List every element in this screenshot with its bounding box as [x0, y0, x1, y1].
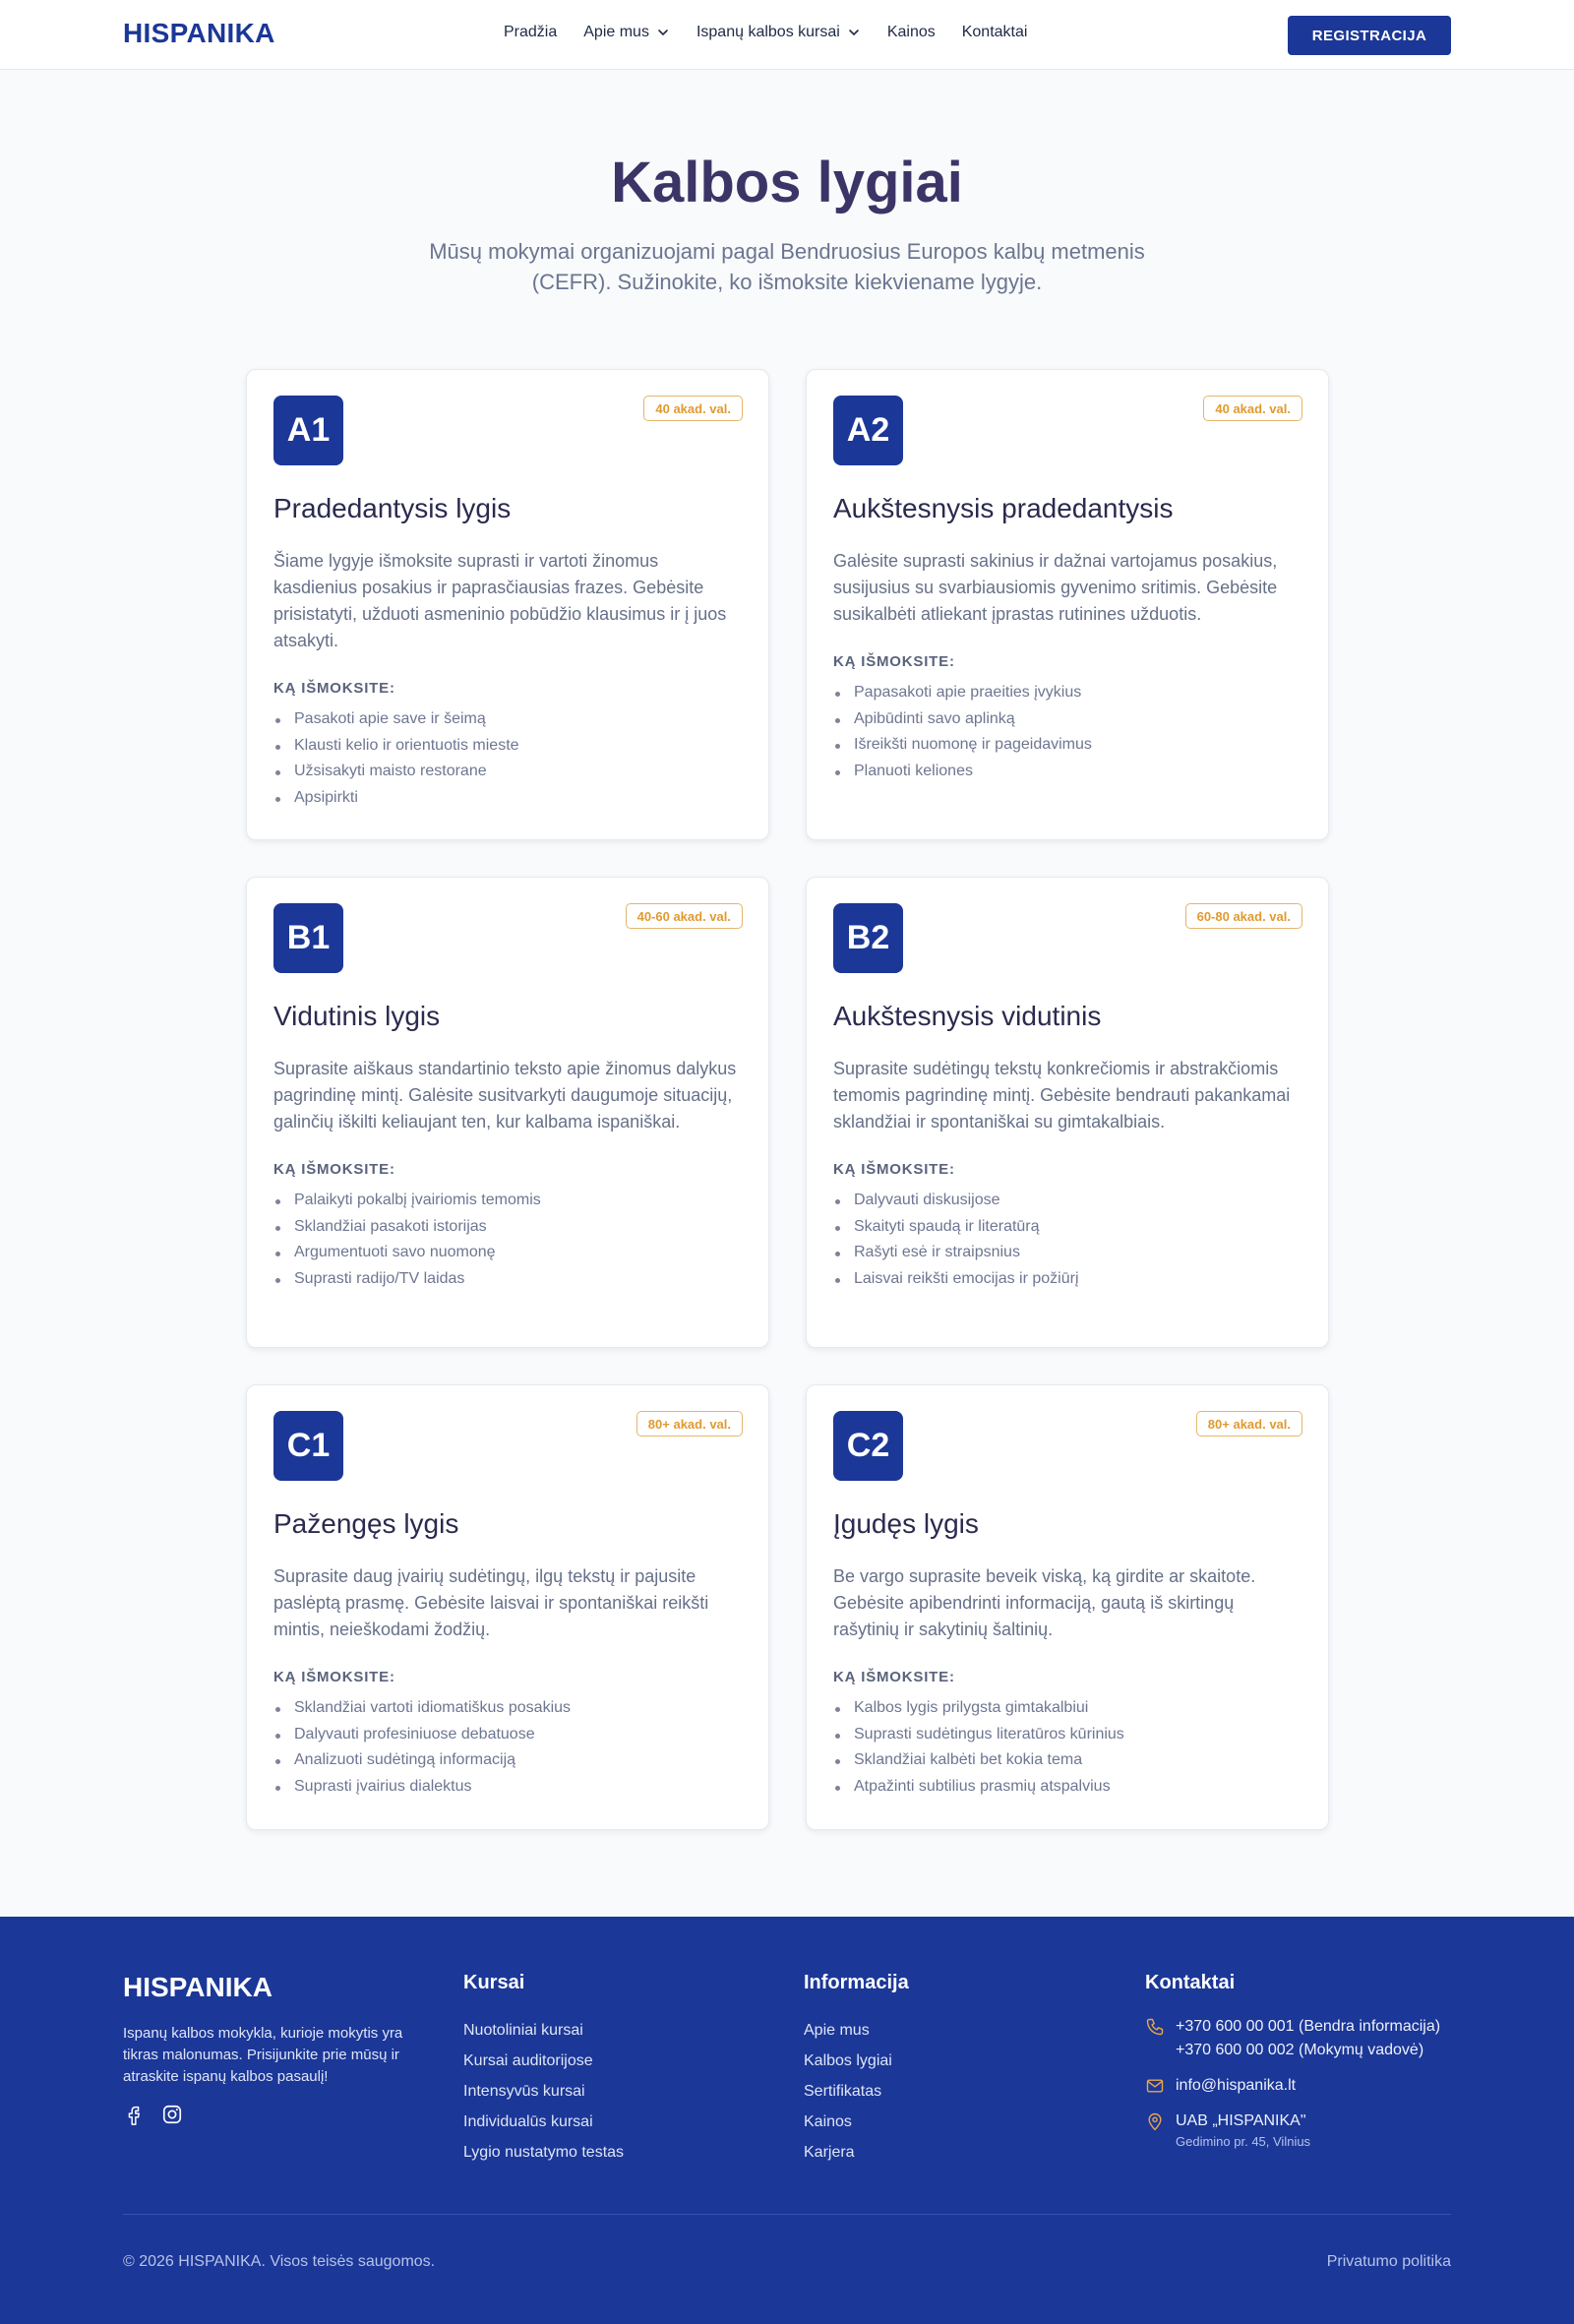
footer-logo[interactable]: HISPANIKA — [123, 1972, 272, 2002]
level-card-b1 — [246, 877, 769, 1348]
level-title: Aukštesnysis vidutinis — [833, 1001, 1102, 1031]
hours-tag: 60-80 akad. val. — [1185, 903, 1302, 929]
nav-item-home[interactable] — [504, 24, 557, 41]
level-description: Suprasite aiškaus standartinio teksto apie žinomus dalykus pagrindinę mintį. Galėsite susitvarkyti daugumoje situacijų, galinčių iškilti keliaujant ten, kur kalbama ispaniškai. — [273, 1059, 737, 1131]
learn-heading: KĄ IŠMOKSITE: — [833, 1161, 955, 1178]
level-description: Suprasite daug įvairių sudėtingų, ilgų tekstų ir pajusite paslėptą prasmę. Gebėsite laisvai ir spontaniškai reikšti mintis, neieškodami žodžių. — [273, 1566, 709, 1639]
list-item: Argumentuoti savo nuomonę — [273, 1240, 742, 1266]
register-button[interactable]: REGISTRACIJA — [1288, 16, 1451, 55]
list-item: Sklandžiai vartoti idiomatiškus posakius — [273, 1695, 742, 1722]
footer-about: Ispanų kalbos mokykla, kurioje mokytis yra tikras malonumas. Prisijunkite prie mūsų ir atraskite ispanų kalbos pasaulį! — [123, 2025, 403, 2085]
chevron-down-icon — [656, 26, 670, 39]
nav-item-about[interactable] — [583, 24, 670, 41]
learn-heading: KĄ IŠMOKSITE: — [833, 1669, 955, 1685]
list-item: Sklandžiai kalbėti bet kokia tema — [833, 1747, 1302, 1774]
list-item: Pasakoti apie save ir šeimą — [273, 706, 742, 733]
site-logo[interactable]: HISPANIKA — [123, 18, 275, 48]
list-item: Suprasti radijo/TV laidas — [273, 1266, 742, 1293]
learn-list — [273, 1188, 742, 1292]
nav-label: Kontaktai — [961, 24, 1028, 40]
footer-link[interactable]: Apie mus — [804, 2022, 870, 2039]
nav-label: Pradžia — [504, 24, 558, 40]
level-badge: A2 — [833, 396, 903, 465]
list-item: Suprasti įvairius dialektus — [273, 1774, 742, 1801]
social-links — [123, 2104, 183, 2125]
level-title: Pradedantysis lygis — [273, 493, 512, 523]
footer-link[interactable]: Lygio nustatymo testas — [463, 2144, 625, 2161]
instagram-icon[interactable] — [161, 2104, 183, 2125]
level-description: Be vargo suprasite beveik viską, ką girdite ar skaitote. Gebėsite apibendrinti informaciją, gautą iš skirtingų rašytinių ir sakytinių šaltinių. — [833, 1566, 1256, 1639]
list-item: Sklandžiai pasakoti istorijas — [273, 1214, 742, 1241]
footer-link[interactable]: Kursai auditorijose — [463, 2052, 593, 2069]
footer-link[interactable]: Nuotoliniai kursai — [463, 2022, 583, 2039]
learn-list — [833, 1695, 1302, 1800]
hours-tag: 80+ akad. val. — [1196, 1411, 1302, 1437]
nav-label: Kainos — [886, 24, 936, 40]
contact-phone — [1145, 2015, 1440, 2062]
company-name: UAB „HISPANIKA" — [1176, 2112, 1306, 2129]
nav-label: Ispanų kalbos kursai — [696, 24, 840, 40]
nav-item-courses[interactable] — [696, 24, 861, 41]
level-description: Šiame lygyje išmoksite suprasti ir vartoti žinomus kasdienius posakius ir paprasčiausias frazes. Gebėsite prisistatyti, užduoti asmeninio pobūdžio klausimus ir į juos atsakyti. — [273, 551, 727, 650]
footer-info — [804, 1972, 909, 2168]
footer-heading: Informacija — [804, 1972, 909, 1993]
level-title: Vidutinis lygis — [273, 1001, 441, 1031]
hours-tag: 40 akad. val. — [1203, 396, 1302, 421]
footer-contacts — [1145, 1972, 1440, 2163]
list-item: Planuoti keliones — [833, 759, 1302, 785]
learn-list — [273, 1695, 742, 1800]
contact-address — [1145, 2110, 1440, 2151]
list-item: Kalbos lygis prilygsta gimtakalbiui — [833, 1695, 1302, 1722]
list-item: Klausti kelio ir orientuotis mieste — [273, 733, 742, 760]
learn-list — [833, 680, 1302, 784]
level-card-c2 — [806, 1384, 1329, 1830]
nav-item-prices[interactable] — [887, 24, 936, 41]
phone-number[interactable]: +370 600 00 001 (Bendra informacija) — [1176, 2018, 1441, 2035]
privacy-link[interactable]: Privatumo politika — [1326, 2253, 1451, 2270]
site-footer — [0, 1917, 1574, 2324]
level-badge: C2 — [833, 1411, 903, 1481]
learn-heading: KĄ IŠMOKSITE: — [273, 1161, 395, 1178]
list-item: Papasakoti apie praeities įvykius — [833, 680, 1302, 706]
level-description: Suprasite sudėtingų tekstų konkrečiomis ir abstrakčiomis temomis pagrindinę mintį. Gebėsite bendrauti pakankamai sklandžiai ir spontaniškai su gimtakalbiais. — [833, 1059, 1291, 1131]
footer-link[interactable]: Intensyvūs kursai — [463, 2083, 585, 2100]
hours-tag: 80+ akad. val. — [636, 1411, 743, 1437]
footer-link[interactable]: Individualūs kursai — [463, 2113, 593, 2130]
list-item: Skaityti spaudą ir literatūrą — [833, 1214, 1302, 1241]
level-title: Pažengęs lygis — [273, 1508, 459, 1539]
mail-icon — [1145, 2076, 1165, 2096]
phone-number[interactable]: +370 600 00 002 (Mokymų vadovė) — [1176, 2042, 1424, 2058]
level-badge: B2 — [833, 903, 903, 973]
list-item: Užsisakyti maisto restorane — [273, 759, 742, 785]
main-nav — [504, 24, 1027, 41]
footer-heading: Kontaktai — [1145, 1972, 1236, 1993]
learn-heading: KĄ IŠMOKSITE: — [273, 680, 395, 697]
facebook-icon[interactable] — [123, 2104, 145, 2125]
level-card-a2 — [806, 369, 1329, 840]
footer-link[interactable]: Karjera — [804, 2144, 855, 2161]
level-badge: A1 — [273, 396, 343, 465]
list-item: Rašyti esė ir straipsnius — [833, 1240, 1302, 1266]
site-header — [0, 0, 1574, 70]
level-badge: C1 — [273, 1411, 343, 1481]
list-item: Laisvai reikšti emocijas ir požiūrį — [833, 1266, 1302, 1293]
copyright: © 2026 HISPANIKA. Visos teisės saugomos. — [123, 2253, 436, 2270]
footer-divider — [123, 2214, 1451, 2215]
phone-icon — [1145, 2017, 1165, 2037]
nav-item-contacts[interactable] — [962, 24, 1028, 41]
level-title: Įgudęs lygis — [833, 1508, 979, 1539]
level-description: Galėsite suprasti sakinius ir dažnai vartojamus posakius, susijusius su svarbiausiomis gyvenimo sritimis. Gebėsite susikalbėti atliekant įprastas rutinines užduotis. — [833, 551, 1278, 624]
map-pin-icon — [1145, 2111, 1165, 2131]
email-link[interactable]: info@hispanika.lt — [1176, 2077, 1297, 2094]
list-item: Dalyvauti profesiniuose debatuose — [273, 1722, 742, 1748]
learn-heading: KĄ IŠMOKSITE: — [273, 1669, 395, 1685]
page-title: Kalbos lygiai — [611, 151, 963, 214]
learn-list — [833, 1188, 1302, 1292]
address-text: Gedimino pr. 45, Vilnius — [1176, 2134, 1311, 2149]
list-item: Išreikšti nuomonę ir pageidavimus — [833, 732, 1302, 759]
list-item: Atpažinti subtilius prasmių atspalvius — [833, 1774, 1302, 1801]
list-item: Palaikyti pokalbį įvairiomis temomis — [273, 1188, 742, 1214]
hours-tag: 40-60 akad. val. — [626, 903, 743, 929]
list-item: Apsipirkti — [273, 785, 742, 812]
footer-link[interactable]: Kainos — [804, 2113, 852, 2130]
footer-heading: Kursai — [463, 1972, 525, 1993]
footer-link[interactable]: Sertifikatas — [804, 2083, 882, 2100]
level-badge: B1 — [273, 903, 343, 973]
chevron-down-icon — [847, 26, 861, 39]
list-item: Suprasti sudėtingus literatūros kūrinius — [833, 1722, 1302, 1748]
hours-tag: 40 akad. val. — [643, 396, 743, 421]
level-card-c1 — [246, 1384, 769, 1830]
footer-link[interactable]: Kalbos lygiai — [804, 2052, 892, 2069]
level-title: Aukštesnysis pradedantysis — [833, 493, 1174, 523]
level-card-b2 — [806, 877, 1329, 1348]
contact-email — [1145, 2074, 1440, 2098]
list-item: Apibūdinti savo aplinką — [833, 706, 1302, 733]
page-subtitle: Mūsų mokymai organizuojami pagal Bendruosius Europos kalbų metmenis (CEFR). Sužinokite, ko išmoksite kiekviename lygyje. — [429, 239, 1145, 294]
learn-heading: KĄ IŠMOKSITE: — [833, 653, 955, 670]
list-item: Analizuoti sudėtingą informaciją — [273, 1747, 742, 1774]
learn-list — [273, 706, 742, 811]
footer-courses — [463, 1972, 624, 2168]
nav-label: Apie mus — [583, 24, 649, 40]
list-item: Dalyvauti diskusijose — [833, 1188, 1302, 1214]
level-card-a1 — [246, 369, 769, 840]
